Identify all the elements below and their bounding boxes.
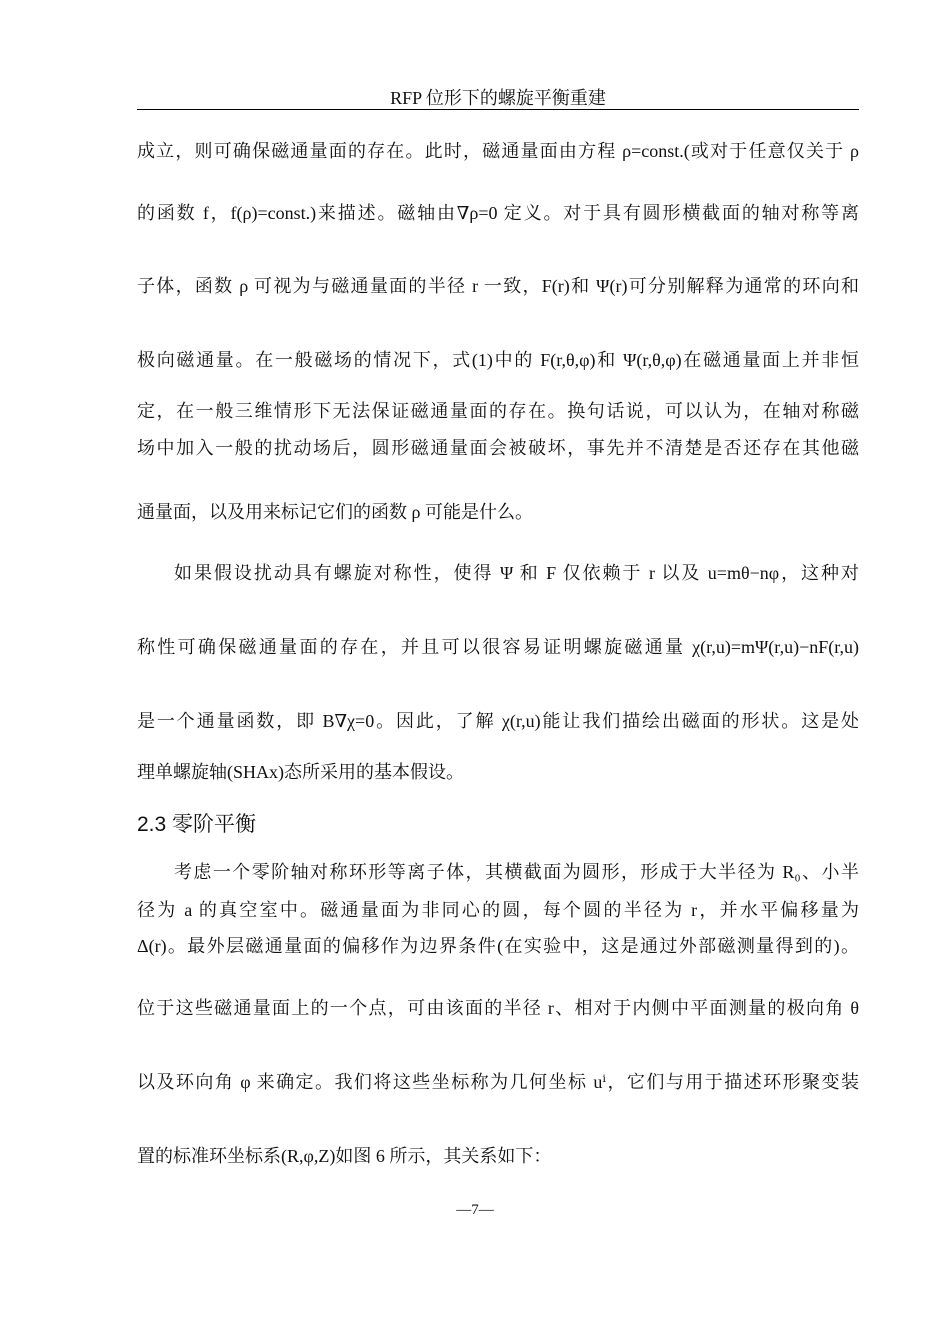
text-line: 通量面，以及用来标记它们的函数 ρ 可能是什么。 [137,502,533,522]
text-line: 场中加入一般的扰动场后，圆形磁通量面会被破坏，事先并不清楚是否还存在其他磁 [137,438,859,458]
text-line: 是一个通量函数，即 B∇χ=0。因此，了解 χ(r,u)能让我们描绘出磁面的形状。这是处 [137,711,859,731]
text-line: 如果假设扰动具有螺旋对称性，使得 Ψ 和 F 仅依赖于 r 以及 u=mθ−nφ，这种对 [174,563,859,583]
text-line: 称性可确保磁通量面的存在，并且可以很容易证明螺旋磁通量 χ(r,u)=mΨ(r,u)−nF(r,u) [137,637,859,657]
running-header: RFP 位形下的螺旋平衡重建 [390,88,606,108]
text-line: 子体，函数 ρ 可视为与磁通量面的半径 r 一致，F(r)和 Ψ(r)可分别解释为通常的环向和 [137,276,859,296]
text-line: 置的标准环坐标系(R,φ,Z)如图 6 所示，其关系如下： [137,1146,552,1166]
text-line: 径为 a 的真空室中。磁通量面为非同心的圆，每个圆的半径为 r，并水平偏移量为 [137,900,859,920]
text-line: 极向磁通量。在一般磁场的情况下，式(1)中的 F(r,θ,φ)和 Ψ(r,θ,φ)在磁通量面上并非恒 [137,350,859,370]
text-line: 以及环向角 φ 来确定。我们将这些坐标称为几何坐标 uⁱ，它们与用于描述环形聚变装 [137,1072,859,1092]
text-line: 考虑一个零阶轴对称环形等离子体，其横截面为圆形，形成于大半径为 R₀、小半 [174,862,859,882]
section-heading: 2.3 零阶平衡 [137,813,257,836]
header-rule [137,109,859,110]
text-line: 定，在一般三维情形下无法保证磁通量面的存在。换句话说，可以认为，在轴对称磁 [137,401,859,421]
text-line: 位于这些磁通量面上的一个点，可由该面的半径 r、相对于内侧中平面测量的极向角 θ [137,998,859,1018]
text-line: 成立，则可确保磁通量面的存在。此时，磁通量面由方程 ρ=const.(或对于任意仅关于 ρ [137,141,859,161]
page-number: —7— [456,1202,494,1218]
text-line: 的函数 f，f(ρ)=const.)来描述。磁轴由∇ρ=0 定义。对于具有圆形横截面的轴对称等离 [137,203,859,223]
text-line: 理单螺旋轴(SHAx)态所采用的基本假设。 [137,762,464,782]
text-line: Δ(r)。最外层磁通量面的偏移作为边界条件(在实验中，这是通过外部磁测量得到的)。 [137,936,859,956]
